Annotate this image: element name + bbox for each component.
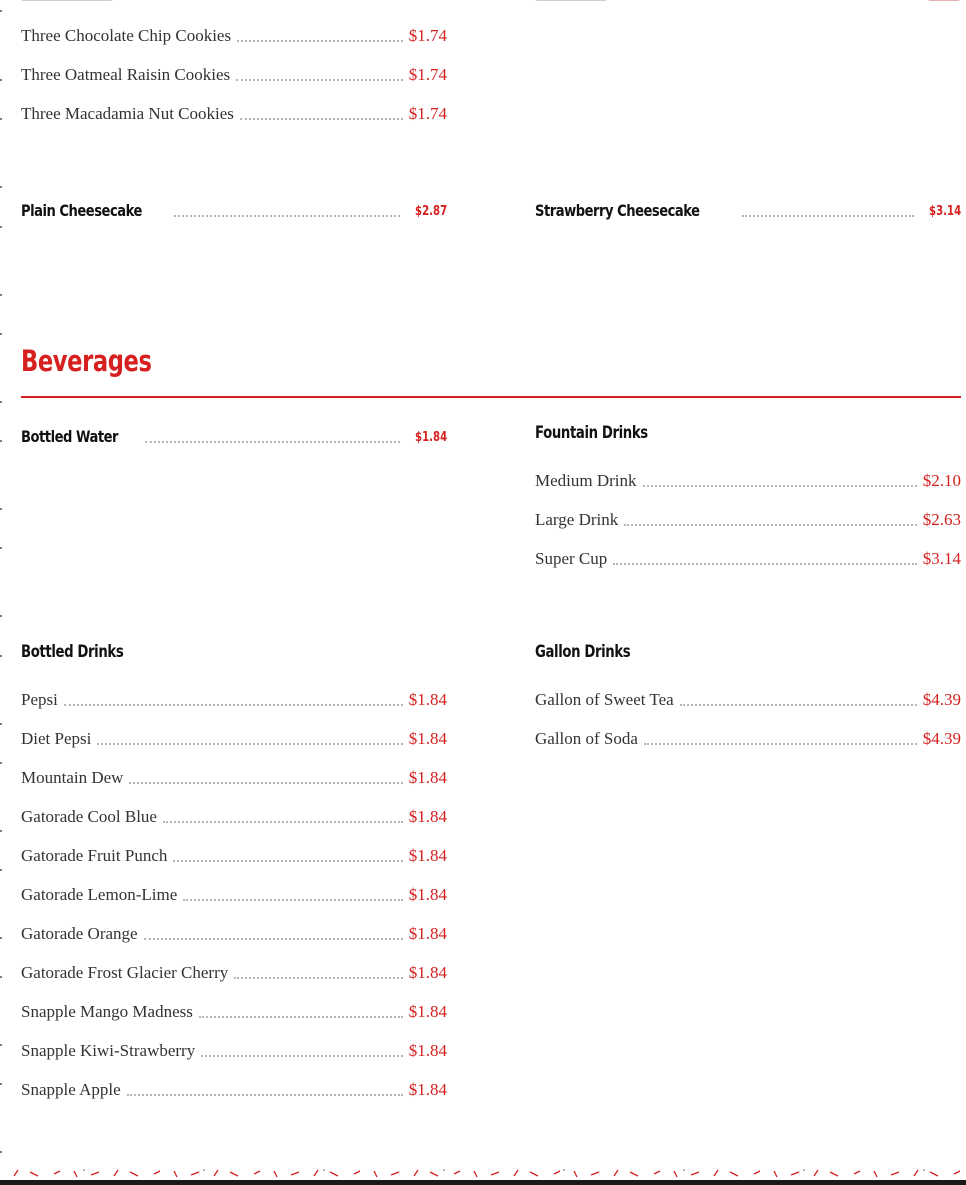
footer-bar	[0, 1180, 966, 1185]
item-name: Snapple Mango Madness	[21, 1002, 193, 1021]
footer-stroke	[314, 1170, 318, 1176]
item-name: Pepsi	[21, 690, 58, 709]
item-price: $1.84	[408, 729, 447, 748]
cookies-list	[21, 0, 447, 130]
featured-item-name: Strawberry Cheesecake	[535, 201, 700, 220]
edge-speck	[0, 1044, 2, 1046]
item-price: $1.84	[408, 963, 447, 982]
item-price: $1.84	[408, 924, 447, 943]
dot-leader	[240, 117, 403, 120]
menu-item[interactable]	[21, 998, 447, 1022]
dot-leader	[199, 1015, 403, 1018]
footer-stroke	[591, 1172, 599, 1175]
footer-stroke	[54, 1171, 60, 1174]
menu-item[interactable]	[21, 803, 447, 827]
footer-stroke	[830, 1172, 838, 1176]
dot-leader	[237, 39, 403, 42]
item-name: Diet Pepsi	[21, 729, 92, 748]
footer-stroke	[674, 1171, 677, 1177]
menu-item[interactable]	[21, 764, 447, 788]
menu-item[interactable]	[21, 920, 447, 944]
footer-stroke	[474, 1171, 477, 1177]
footer-stroke	[274, 1171, 277, 1177]
gallon-drinks-group	[535, 640, 961, 760]
footer-dot	[203, 1169, 205, 1171]
menu-item[interactable]	[21, 725, 447, 749]
featured-item-price: $3.14	[928, 204, 961, 219]
footer-stroke	[230, 1172, 238, 1176]
edge-speck	[0, 508, 2, 510]
item-name: Medium Drink	[535, 471, 637, 490]
footer-dot	[683, 1169, 685, 1171]
footer-stroke	[691, 1172, 699, 1175]
footer-stroke	[414, 1170, 418, 1176]
footer-stroke	[391, 1172, 399, 1175]
item-name: Gatorade Orange	[21, 924, 138, 943]
item-price: $1.84	[408, 1041, 447, 1060]
edge-speck	[0, 762, 2, 764]
menu-item[interactable]	[21, 61, 447, 85]
dot-leader	[127, 1093, 403, 1096]
item-name: Mountain Dew	[21, 768, 124, 787]
footer-stroke	[930, 1172, 938, 1176]
item-name: Three Macadamia Nut Cookies	[21, 104, 234, 123]
group-title: Bottled Drinks	[21, 642, 124, 662]
item-price: $1.74	[408, 104, 447, 123]
footer-stroke	[754, 1171, 760, 1174]
dot-leader	[624, 523, 917, 526]
edge-speck	[0, 186, 2, 188]
dot-leader	[129, 781, 402, 784]
footer-stroke	[514, 1170, 518, 1176]
dot-leader	[97, 742, 402, 745]
item-name: Three Oatmeal Raisin Cookies	[21, 65, 231, 84]
menu-item[interactable]	[535, 506, 961, 530]
footer-dot	[83, 1169, 85, 1171]
footer-stroke	[954, 1171, 960, 1174]
item-name: Three Chocolate Chip Cookies	[21, 26, 232, 45]
footer-stroke	[774, 1171, 777, 1177]
menu-item[interactable]	[21, 686, 447, 710]
footer-stroke	[130, 1172, 138, 1176]
item-name: Gatorade Cool Blue	[21, 807, 157, 826]
dot-leader	[201, 1054, 403, 1057]
footer-stroke	[291, 1172, 299, 1175]
menu-item[interactable]	[21, 959, 447, 983]
edge-speck	[0, 937, 2, 939]
item-price: $4.39	[922, 729, 961, 748]
menu-item[interactable]	[535, 467, 961, 491]
group-title: Fountain Drinks	[535, 423, 648, 443]
cheesecake-right	[535, 195, 961, 225]
footer-stroke	[730, 1172, 738, 1176]
item-price: $2.10	[922, 471, 961, 490]
dot-leader	[163, 820, 403, 823]
footer-stroke	[214, 1170, 218, 1176]
dot-leader	[644, 742, 917, 745]
footer-stroke	[154, 1171, 160, 1174]
menu-item[interactable]	[21, 22, 447, 46]
footer-stroke	[454, 1171, 460, 1174]
edge-speck	[0, 118, 2, 120]
menu-item[interactable]	[535, 545, 961, 569]
footer-stroke	[74, 1171, 77, 1177]
featured-item[interactable]	[21, 195, 447, 221]
footer-dot	[563, 1169, 565, 1171]
featured-item-name: Bottled Water	[21, 427, 119, 446]
group-title: Gallon Drinks	[535, 642, 631, 662]
footer-stroke	[791, 1172, 799, 1175]
footer-stroke	[854, 1171, 860, 1174]
menu-item[interactable]	[21, 881, 447, 905]
edge-speck	[0, 10, 2, 12]
dot-leader	[613, 562, 917, 565]
footer-stroke	[914, 1170, 918, 1176]
item-price: $1.84	[408, 885, 447, 904]
item-price: $2.63	[922, 510, 961, 529]
footer-dot	[323, 1169, 325, 1171]
menu-item[interactable]	[21, 1076, 447, 1100]
edge-speck	[0, 1083, 2, 1085]
footer-stroke	[891, 1172, 899, 1175]
item-name: Snapple Kiwi-Strawberry	[21, 1041, 196, 1060]
footer-stroke	[114, 1170, 118, 1176]
menu-item[interactable]	[21, 842, 447, 866]
menu-item[interactable]	[535, 686, 961, 710]
footer-pattern	[0, 1162, 966, 1180]
footer-stroke	[714, 1170, 718, 1176]
edge-speck	[0, 830, 2, 832]
dot-leader	[174, 214, 399, 217]
dot-leader	[183, 898, 403, 901]
item-name: Gallon of Soda	[535, 729, 638, 748]
footer-stroke	[354, 1171, 360, 1174]
menu-item[interactable]	[535, 725, 961, 749]
dot-leader	[144, 937, 403, 940]
footer-stroke	[654, 1171, 660, 1174]
item-name: Large Drink	[535, 510, 619, 529]
footer-stroke	[614, 1170, 618, 1176]
dot-leader	[236, 78, 403, 81]
footer-stroke	[330, 1172, 338, 1176]
footer-dot	[923, 1169, 925, 1171]
edge-speck	[0, 294, 2, 296]
footer-stroke	[814, 1170, 818, 1176]
featured-item-name: Plain Cheesecake	[21, 201, 142, 220]
footer-stroke	[430, 1172, 438, 1176]
edge-speck	[0, 226, 2, 228]
featured-item[interactable]	[21, 421, 447, 447]
footer-stroke	[91, 1172, 99, 1175]
footer-stroke	[574, 1171, 577, 1177]
dot-leader	[234, 976, 403, 979]
item-name: Gatorade Lemon-Lime	[21, 885, 178, 904]
fountain-drinks-group	[535, 421, 961, 571]
edge-speck	[0, 723, 2, 725]
dot-leader	[742, 214, 914, 217]
footer-stroke	[374, 1171, 377, 1177]
featured-item[interactable]	[535, 195, 961, 221]
cut-off-heading	[535, 0, 607, 1]
item-price: $1.84	[408, 846, 447, 865]
bottled-drinks-group	[21, 640, 447, 1110]
footer-dot	[803, 1169, 805, 1171]
item-name: Gallon of Sweet Tea	[535, 690, 674, 709]
edge-speck	[0, 1151, 2, 1153]
featured-item-price: $1.84	[414, 430, 447, 445]
footer-stroke	[254, 1171, 260, 1174]
item-price: $1.84	[408, 1080, 447, 1099]
footer-stroke	[14, 1170, 18, 1176]
edge-speck	[0, 615, 2, 617]
footer-stroke	[530, 1172, 538, 1176]
footer-dot	[443, 1169, 445, 1171]
item-price: $1.74	[408, 65, 447, 84]
item-price: $1.84	[408, 807, 447, 826]
item-name: Gatorade Frost Glacier Cherry	[21, 963, 229, 982]
edge-speck	[0, 333, 2, 335]
edge-speck	[0, 79, 2, 81]
item-name: Super Cup	[535, 549, 608, 568]
item-price: $1.74	[408, 26, 447, 45]
cut-off-price	[928, 0, 960, 1]
item-price: $4.39	[922, 690, 961, 709]
footer-stroke	[554, 1171, 560, 1174]
edge-speck	[0, 655, 2, 657]
section-divider	[21, 396, 961, 398]
edge-speck	[0, 401, 2, 403]
bottled-water	[21, 421, 447, 451]
footer-stroke	[30, 1172, 38, 1176]
item-price: $3.14	[922, 549, 961, 568]
dot-leader	[145, 440, 400, 443]
menu-item[interactable]	[21, 1037, 447, 1061]
footer-stroke	[874, 1171, 877, 1177]
edge-speck	[0, 976, 2, 978]
dot-leader	[643, 484, 917, 487]
footer-stroke	[630, 1172, 638, 1176]
section-title-beverages: Beverages	[21, 344, 152, 378]
edge-speck	[0, 440, 2, 442]
dot-leader	[173, 859, 402, 862]
edge-speck	[0, 869, 2, 871]
item-price: $1.84	[408, 690, 447, 709]
item-name: Snapple Apple	[21, 1080, 121, 1099]
item-price: $1.84	[408, 768, 447, 787]
footer-stroke	[491, 1172, 499, 1175]
edge-speck	[0, 547, 2, 549]
footer-stroke	[191, 1172, 199, 1175]
dot-leader	[64, 703, 403, 706]
item-name: Gatorade Fruit Punch	[21, 846, 168, 865]
footer-stroke	[174, 1171, 177, 1177]
item-price: $1.84	[408, 1002, 447, 1021]
cheesecake-left	[21, 195, 447, 225]
featured-item-price: $2.87	[414, 204, 447, 219]
menu-item[interactable]	[21, 100, 447, 124]
dot-leader	[680, 703, 917, 706]
